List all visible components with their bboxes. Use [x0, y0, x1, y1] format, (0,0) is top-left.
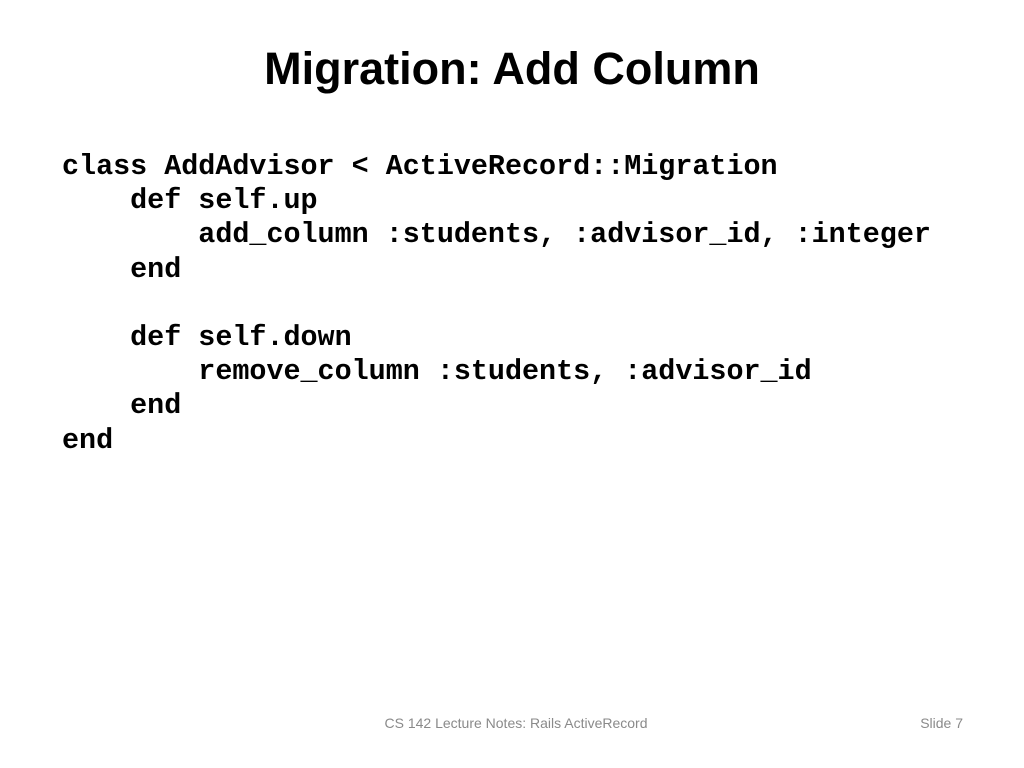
code-line: def self.up — [62, 184, 318, 218]
code-line: end — [62, 389, 182, 423]
code-line: remove_column :students, :advisor_id — [62, 355, 812, 389]
code-line — [62, 287, 931, 321]
footer-slide-number: Slide 7 — [920, 715, 963, 731]
code-line: def self.down — [62, 320, 352, 354]
code-line: end — [62, 252, 182, 286]
slide-title: Migration: Add Column — [264, 43, 760, 94]
footer-course-label: CS 142 Lecture Notes: Rails ActiveRecord — [384, 715, 648, 731]
code-line: end — [62, 423, 114, 457]
code-block — [62, 150, 931, 458]
code-line: add_column :students, :advisor_id, :integer — [62, 218, 931, 252]
code-line: class AddAdvisor < ActiveRecord::Migration — [62, 150, 778, 183]
